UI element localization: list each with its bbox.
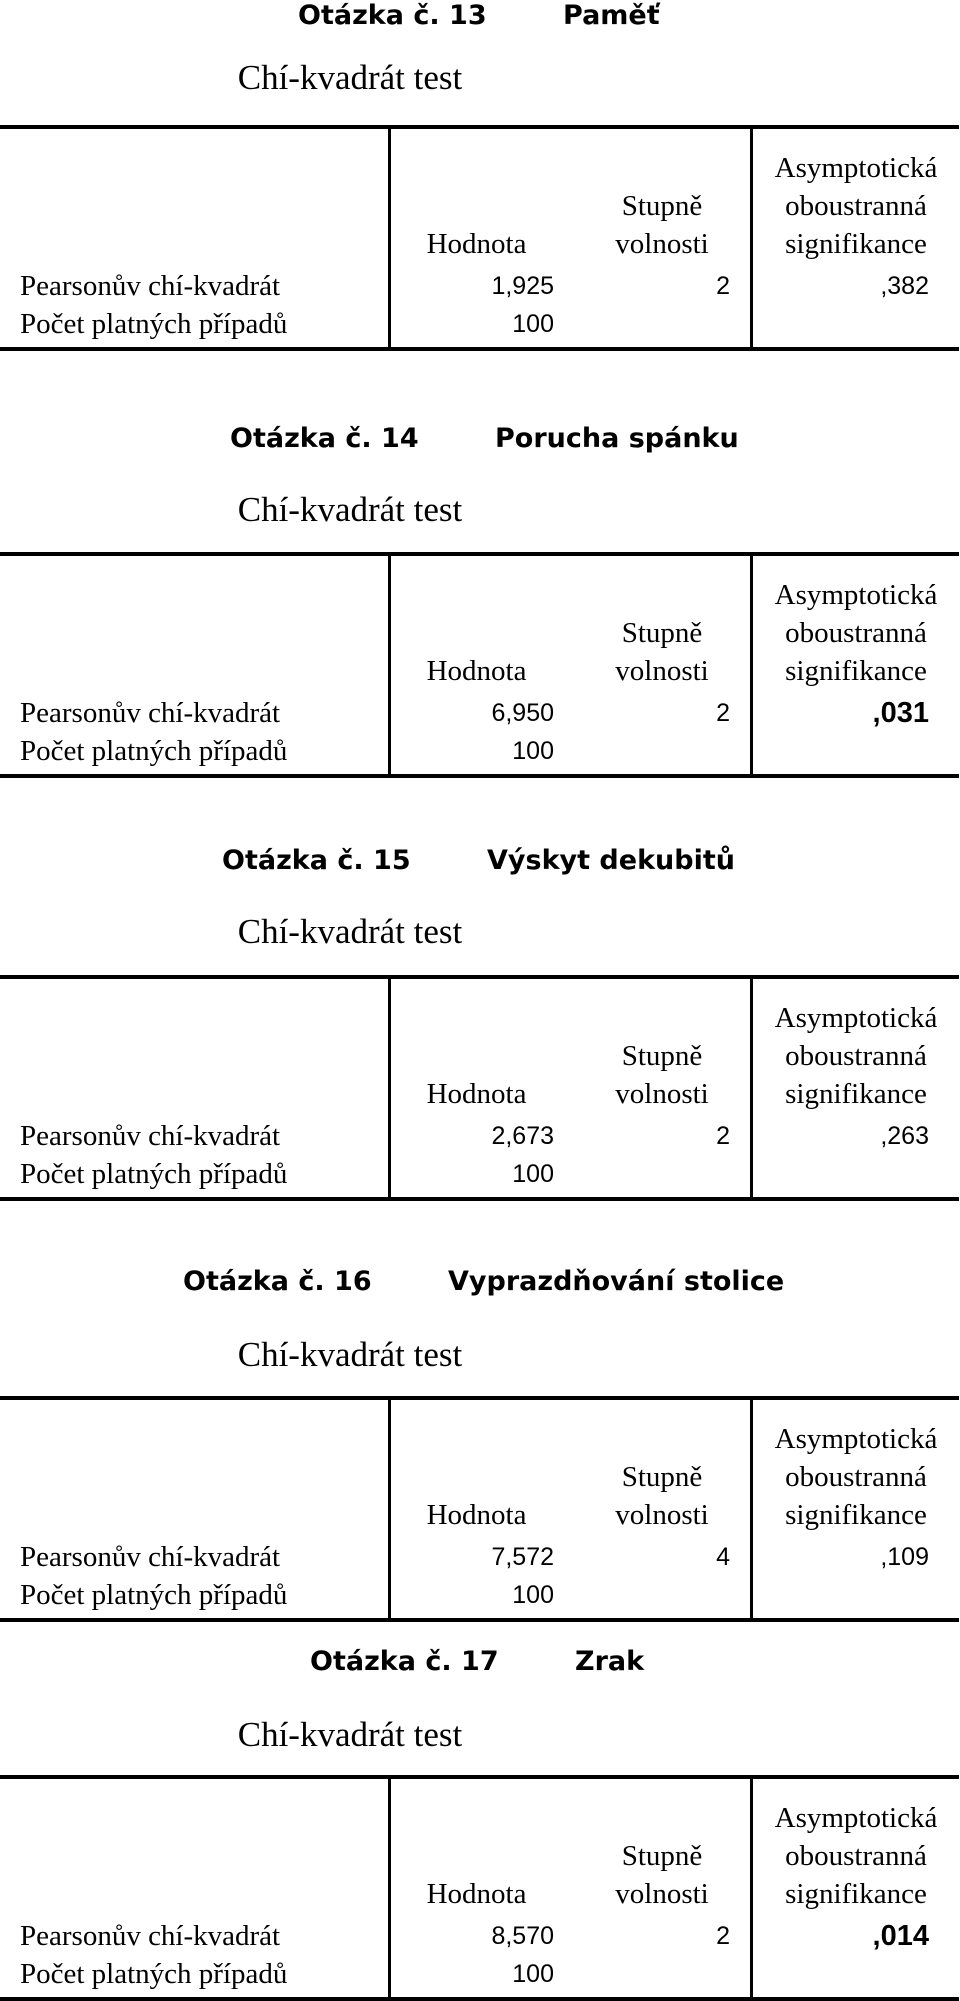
pearson-value: 2,673 [491, 1122, 554, 1150]
header-significance: Asymptotická oboustranná signifikance [752, 127, 960, 267]
row-label-pearson: Pearsonův chí-kvadrát [0, 694, 390, 732]
df-value: 2 [716, 272, 730, 300]
table-title: Chí-kvadrát test [237, 912, 463, 951]
question-topic: Porucha spánku [495, 423, 739, 454]
valid-n-value: 100 [512, 737, 554, 765]
valid-n-value: 100 [512, 1960, 554, 1988]
table-title: Chí-kvadrát test [237, 1335, 463, 1374]
question-topic: Výskyt dekubitů [487, 845, 735, 876]
row-label-valid: Počet platných případů [0, 732, 390, 776]
empty-cell [574, 1576, 752, 1620]
empty-cell [752, 732, 960, 776]
valid-n-value: 100 [512, 1581, 554, 1609]
table-row [0, 267, 959, 305]
header-significance: Asymptotická oboustranná signifikance [752, 1777, 960, 1917]
row-label-pearson: Pearsonův chí-kvadrát [0, 1538, 390, 1576]
question-topic: Vyprazdňování stolice [448, 1266, 785, 1297]
table-title: Chí-kvadrát test [237, 490, 463, 529]
header-value: Hodnota [426, 1499, 527, 1531]
header-empty-cell [0, 1777, 390, 1917]
header-significance: Asymptotická oboustranná signifikance [752, 554, 960, 694]
header-significance: Asymptotická oboustranná signifikance [752, 1398, 960, 1538]
table-row [0, 1538, 959, 1576]
table-header-row [0, 1398, 959, 1538]
row-label-pearson: Pearsonův chí-kvadrát [0, 267, 390, 305]
table-row [0, 305, 959, 349]
question-number: Otázka č. 16 [183, 1266, 372, 1297]
header-empty-cell [0, 127, 390, 267]
table-row [0, 1917, 959, 1955]
question-number: Otázka č. 13 [298, 0, 487, 31]
significance-value: ,382 [752, 267, 960, 305]
row-label-valid: Počet platných případů [0, 1955, 390, 1999]
row-label-pearson: Pearsonův chí-kvadrát [0, 1117, 390, 1155]
chi-square-table [0, 1775, 959, 2001]
table-title: Chí-kvadrát test [237, 58, 463, 97]
significance-value: ,031 [752, 694, 960, 732]
header-empty-cell [0, 554, 390, 694]
question-topic: Paměť [563, 0, 660, 31]
chi-square-table [0, 1396, 959, 1622]
valid-n-value: 100 [512, 1160, 554, 1188]
header-df: Stupně volnosti [615, 1461, 709, 1531]
empty-cell [752, 305, 960, 349]
empty-cell [752, 1155, 960, 1199]
header-value: Hodnota [426, 1078, 527, 1110]
chi-square-table [0, 552, 959, 778]
table-row [0, 732, 959, 776]
empty-cell [752, 1576, 960, 1620]
df-value: 4 [716, 1543, 730, 1571]
row-label-pearson: Pearsonův chí-kvadrát [0, 1917, 390, 1955]
table-row [0, 1117, 959, 1155]
pearson-value: 6,950 [491, 699, 554, 727]
chi-square-table [0, 125, 959, 351]
header-df: Stupně volnosti [615, 1040, 709, 1110]
header-df: Stupně volnosti [615, 1840, 709, 1910]
question-topic: Zrak [575, 1646, 645, 1677]
empty-cell [574, 1155, 752, 1199]
chi-square-table [0, 975, 959, 1201]
table-header-row [0, 127, 959, 267]
significance-value: ,263 [752, 1117, 960, 1155]
table-header-row [0, 977, 959, 1117]
table-header-row [0, 554, 959, 694]
valid-n-value: 100 [512, 310, 554, 338]
pearson-value: 8,570 [491, 1922, 554, 1950]
row-label-valid: Počet platných případů [0, 1576, 390, 1620]
header-value: Hodnota [426, 655, 527, 687]
header-df: Stupně volnosti [615, 617, 709, 687]
empty-cell [574, 305, 752, 349]
header-empty-cell [0, 1398, 390, 1538]
pearson-value: 7,572 [491, 1543, 554, 1571]
header-df: Stupně volnosti [615, 190, 709, 260]
table-row [0, 1955, 959, 1999]
question-number: Otázka č. 17 [310, 1646, 499, 1677]
question-number: Otázka č. 14 [230, 423, 419, 454]
table-header-row [0, 1777, 959, 1917]
pearson-value: 1,925 [491, 272, 554, 300]
table-title: Chí-kvadrát test [237, 1715, 463, 1754]
empty-cell [574, 1955, 752, 1999]
row-label-valid: Počet platných případů [0, 1155, 390, 1199]
table-row [0, 694, 959, 732]
significance-value: ,109 [752, 1538, 960, 1576]
table-row [0, 1155, 959, 1199]
question-number: Otázka č. 15 [222, 845, 411, 876]
header-value: Hodnota [426, 228, 527, 260]
significance-value: ,014 [752, 1917, 960, 1955]
header-significance: Asymptotická oboustranná signifikance [752, 977, 960, 1117]
table-row [0, 1576, 959, 1620]
df-value: 2 [716, 1922, 730, 1950]
row-label-valid: Počet platných případů [0, 305, 390, 349]
empty-cell [574, 732, 752, 776]
df-value: 2 [716, 699, 730, 727]
empty-cell [752, 1955, 960, 1999]
header-value: Hodnota [426, 1878, 527, 1910]
df-value: 2 [716, 1122, 730, 1150]
header-empty-cell [0, 977, 390, 1117]
